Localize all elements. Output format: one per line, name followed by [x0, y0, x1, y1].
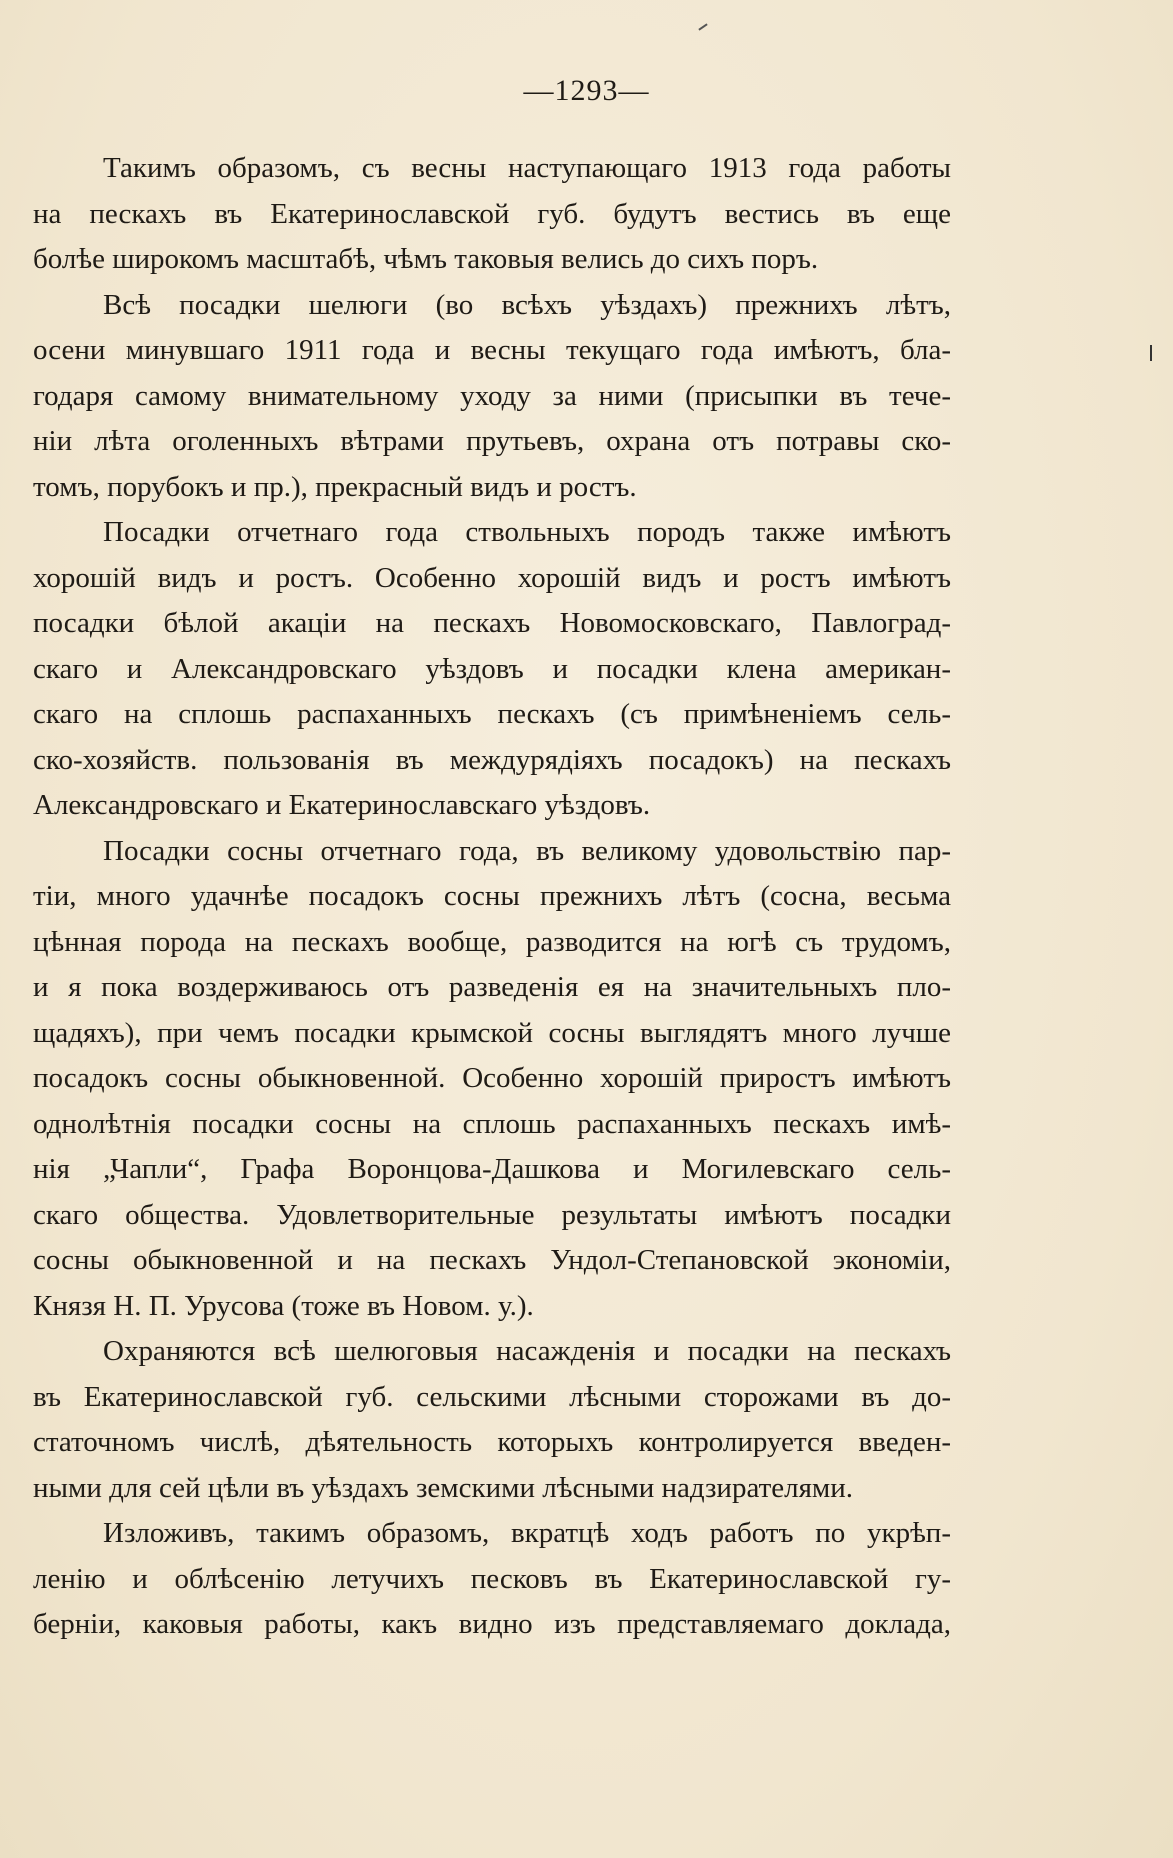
- text-line: тіи, много удачнѣе посадокъ сосны прежнихъ лѣтъ (сосна, весьма: [33, 880, 951, 912]
- text-line: цѣнная порода на пескахъ вообще, разводится на югѣ съ трудомъ,: [33, 925, 951, 958]
- text-line: нія „Чапли“, Графа Воронцова-Дашкова и Могилевскаго сель-: [33, 1153, 951, 1185]
- text-line: Посадки отчетнаго года ствольныхъ породъ также имѣютъ: [103, 516, 951, 548]
- text-line: на пескахъ въ Екатеринославской губ. будутъ вестись въ еще: [33, 197, 951, 230]
- text-line: Всѣ посадки шелюги (во всѣхъ уѣздахъ) прежнихъ лѣтъ,: [103, 288, 951, 321]
- paragraph: [33, 283, 951, 511]
- text-line: годаря самому внимательному уходу за ними (присыпки въ тече-: [33, 379, 951, 412]
- text-line: щадяхъ), при чемъ посадки крымской сосны выглядятъ много лучше: [33, 1016, 951, 1049]
- text-line: статочномъ числѣ, дѣятельность которыхъ контролируется введен-: [33, 1426, 951, 1458]
- text-line: ными для сей цѣли въ уѣздахъ земскими лѣсными надзирателями.: [33, 1471, 854, 1504]
- text-line: берніи, каковыя работы, какъ видно изъ представляемаго доклада,: [33, 1608, 951, 1640]
- text-line: скаго и Александровскаго уѣздовъ и посадки клена американ-: [33, 652, 951, 685]
- text-line: ніи лѣта оголенныхъ вѣтрами прутьевъ, охрана отъ потравы ско-: [33, 425, 951, 457]
- text-line: скаго на сплошь распаханныхъ пескахъ (съ примѣненіемъ сель-: [33, 698, 951, 730]
- paragraph: [33, 1329, 951, 1511]
- text-line: скаго общества. Удовлетворительные результаты имѣютъ посадки: [33, 1198, 951, 1231]
- body-text: [33, 146, 951, 1648]
- paragraph: [33, 829, 951, 1330]
- text-line: хорошій видъ и ростъ. Особенно хорошій видъ и ростъ имѣютъ: [33, 561, 951, 594]
- text-line: Изложивъ, такимъ образомъ, вкратцѣ ходъ работъ по укрѣп-: [103, 1517, 951, 1549]
- text-line: Александровскаго и Екатеринославскаго уѣздовъ.: [33, 789, 651, 821]
- text-line: посадокъ сосны обыкновенной. Особенно хорошій приростъ имѣютъ: [33, 1062, 951, 1094]
- text-line: посадки бѣлой акаціи на пескахъ Новомосковскаго, Павлоград-: [33, 607, 951, 639]
- text-line: болѣе широкомъ масштабѣ, чѣмъ таковыя велись до сихъ поръ.: [33, 243, 819, 275]
- text-line: ленію и облѣсенію летучихъ песковъ въ Екатеринославской гу-: [33, 1562, 951, 1595]
- text-line: Князя Н. П. Урусова (тоже въ Новом. у.).: [33, 1289, 534, 1322]
- paragraph: [33, 146, 951, 283]
- text-line: сосны обыкновенной и на пескахъ Ундол-Степановской экономіи,: [33, 1244, 951, 1276]
- stray-pencil-mark: [698, 23, 707, 30]
- text-line: однолѣтнія посадки сосны на сплошь распаханныхъ пескахъ имѣ-: [33, 1107, 951, 1140]
- paragraph: [33, 510, 951, 829]
- text-line: Охраняются всѣ шелюговыя насажденія и посадки на пескахъ: [103, 1335, 951, 1367]
- page-number: —1293—: [523, 74, 650, 107]
- margin-mark: [1150, 345, 1152, 361]
- text-line: осени минувшаго 1911 года и весны текущаго года имѣютъ, бла-: [33, 334, 951, 366]
- text-line: въ Екатеринославской губ. сельскими лѣсными сторожами въ до-: [33, 1380, 951, 1413]
- paragraph: [33, 1511, 951, 1648]
- text-line: Такимъ образомъ, съ весны наступающаго 1913 года работы: [103, 152, 951, 184]
- text-line: Посадки сосны отчетнаго года, въ великому удовольствію пар-: [103, 834, 951, 867]
- text-line: и я пока воздерживаюсь отъ разведенія ея на значительныхъ пло-: [33, 971, 951, 1003]
- text-line: томъ, порубокъ и пр.), прекрасный видъ и ростъ.: [33, 470, 637, 503]
- text-line: ско-хозяйств. пользованія въ междурядіяхъ посадокъ) на пескахъ: [33, 743, 951, 776]
